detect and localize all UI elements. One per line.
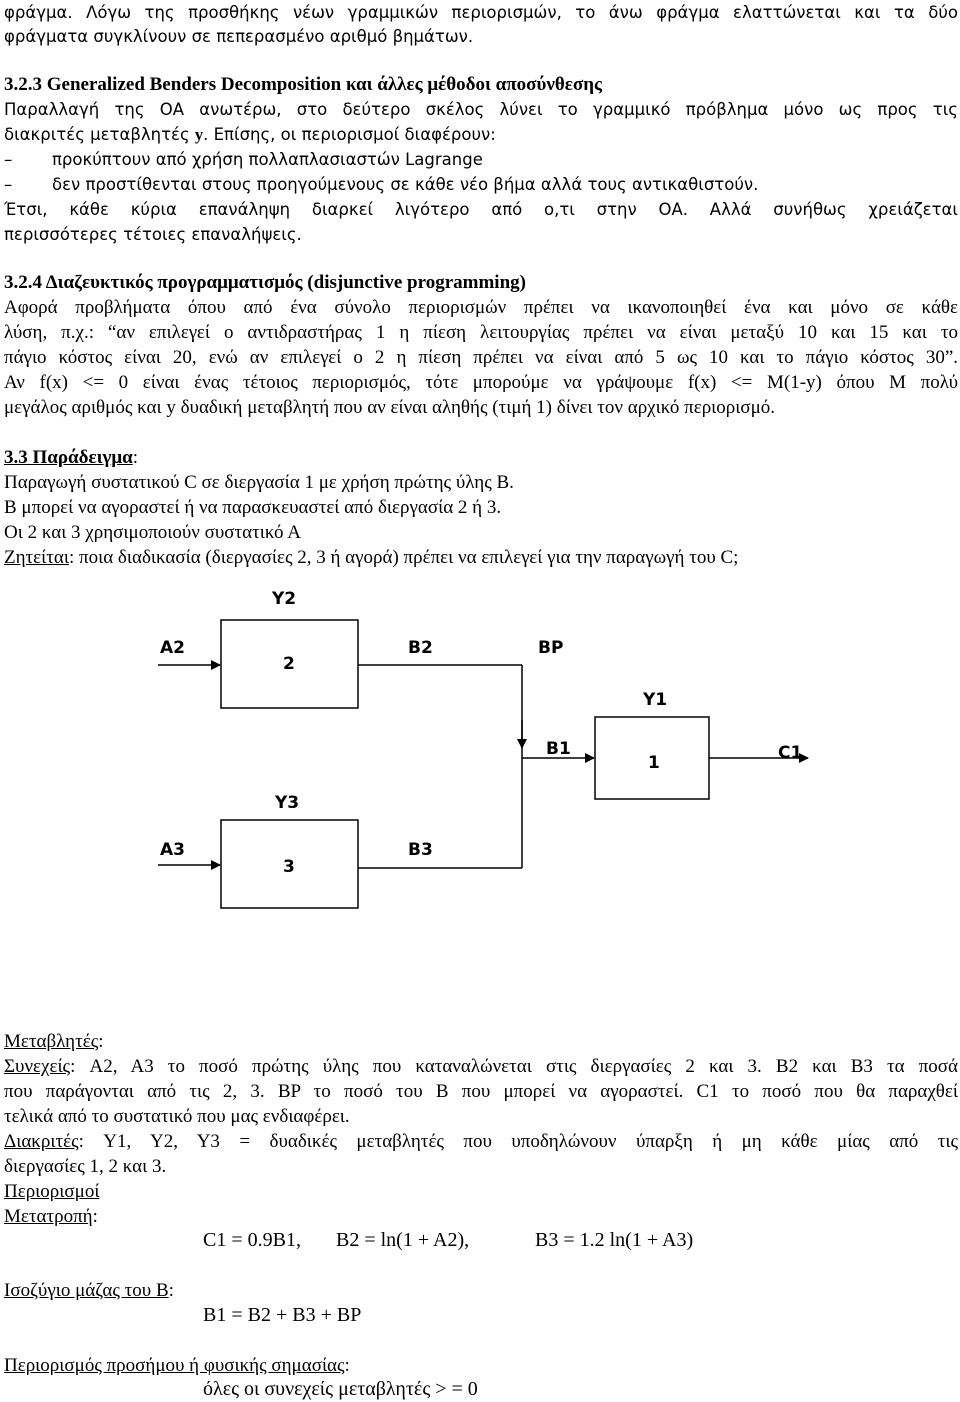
- bullet-item: [4, 172, 958, 197]
- equation-c1: C1 = 0.9B1,: [203, 1229, 301, 1251]
- paragraph-line: λύση, π.χ.: “αν επιλεγεί ο αντιδραστήρας 1 η πίεση λειτουργίας πρέπει να είναι μεταξύ 10 και 15 και το: [4, 322, 958, 343]
- label-a3: A3: [160, 840, 185, 860]
- label-c1: C1: [778, 743, 803, 763]
- paragraph-line: Παραγωγή συστατικού C σε διεργασία 1 με χρήση πρώτης ύλης B.: [4, 472, 514, 493]
- bullet-text: δεν προστίθενται στους προηγούμενους σε κάθε νέο βήμα αλλά τους αντικαθιστούν.: [52, 175, 759, 194]
- label-a2: A2: [160, 638, 185, 658]
- paragraph-line: Αφορά προβλήματα όπου από ένα σύνολο περιορισμών πρέπει να ικανοποιηθεί ένα και μόνο σε κάθε: [4, 297, 958, 318]
- text-run: . Επίσης, οι περιορισμοί διαφέρουν:: [203, 125, 496, 144]
- discrete-label: Διακριτές: [4, 1131, 79, 1152]
- equation-b3: B3 = 1.2 ln(1 + A3): [535, 1229, 694, 1251]
- label-bp: BP: [538, 638, 564, 658]
- paragraph-line: τελικά από το συστατικό που μας ενδιαφέρει.: [4, 1106, 350, 1127]
- label-box-3: 3: [283, 857, 295, 877]
- sign-label: Περιορισμός προσήμου ή φυσικής σημασίας: [4, 1355, 345, 1376]
- process-diagram: [0, 580, 960, 1020]
- label-b1: B1: [546, 739, 571, 759]
- balance-heading: [4, 1278, 958, 1303]
- paragraph-line: Οι 2 και 3 χρησιμοποιούν συστατικό Α: [4, 522, 301, 543]
- bullet-dash: –: [4, 150, 13, 169]
- paragraph-line: [4, 1054, 958, 1079]
- balance-label: Ισοζύγιο μάζας του B: [4, 1280, 169, 1301]
- text-run: διακριτές μεταβλητές: [4, 125, 190, 144]
- paragraph-line: φράγματα συγκλίνουν σε πεπερασμένο αριθμό βημάτων.: [4, 27, 474, 46]
- variables-heading: [4, 1029, 958, 1054]
- paragraph-line: [4, 122, 958, 147]
- paragraph-line: διεργασίες 1, 2 και 3.: [4, 1156, 167, 1177]
- paragraph-line: που παράγονται από τις 2, 3. BP το ποσό του B που μπορεί να αγοραστεί. C1 το ποσό που θα παραχθεί: [4, 1081, 958, 1102]
- paragraph-line: μεγάλος αριθμός και y δυαδική μεταβλητή που αν είναι αληθής (τιμή 1) δίνει τον αρχικό περιορισμό.: [4, 397, 776, 418]
- example-heading: [4, 445, 958, 470]
- section-number: 3.2.3: [4, 74, 42, 95]
- paragraph-line: [4, 1129, 958, 1154]
- label-y1: Y1: [643, 690, 668, 710]
- label-y2: Y2: [272, 589, 297, 609]
- paragraph-line: Αν f(x) <= 0 είναι ένας τέτοιος περιορισμός, τότε μπορούμε να γράψουμε f(x) <= M(1-y) όπου Μ πολύ: [4, 372, 958, 393]
- equation-b2: B2 = ln(1 + A2),: [336, 1229, 470, 1251]
- label-b2: B2: [408, 638, 433, 658]
- bullet-item: [4, 147, 958, 172]
- bullet-text: προκύπτουν από χρήση πολλαπλασιαστών Lagrange: [52, 150, 483, 169]
- text-run: :: [132, 447, 139, 468]
- label-box-2: 2: [283, 654, 295, 674]
- continuous-label: Συνεχείς: [4, 1056, 71, 1077]
- variables-label: Μεταβλητές: [4, 1031, 99, 1052]
- label-b3: B3: [408, 840, 433, 860]
- text-run: : ποια διαδικασία (διεργασίες 2, 3 ή αγορά) πρέπει να επιλεγεί για την παραγωγή του C;: [68, 547, 739, 568]
- paragraph-line: περισσότερες τέτοιες επαναλήψεις.: [4, 225, 302, 244]
- label-y3: Y3: [275, 793, 300, 813]
- conversion-label: Μετατροπή: [4, 1206, 93, 1227]
- paragraph-line: Έτσι, κάθε κύρια επανάληψη διαρκεί λιγότερο από ο,τι στην ΟΑ. Αλλά συνήθως χρειάζεται: [4, 200, 958, 219]
- text-run: :: [168, 1280, 174, 1301]
- conversion-heading: [4, 1204, 958, 1229]
- section-number: 3.2.4: [4, 272, 42, 293]
- sign-constraint: όλες οι συνεχείς μεταβλητές > = 0: [203, 1378, 478, 1400]
- constraints-heading: [4, 1179, 958, 1204]
- text-run: : Y1, Y2, Y3 = δυαδικές μεταβλητές που υποδηλώνουν ύπαρξη ή μη κάθε μίας από τις: [78, 1131, 958, 1152]
- constraints-label: Περιορισμοί: [4, 1181, 100, 1202]
- section-title: Διαζευκτικός προγραμματισμός (disjunctive programming): [45, 272, 526, 293]
- variable-y: y: [194, 125, 204, 144]
- paragraph-line: πάγιο κόστος είναι 20, ενώ αν επιλεγεί ο 2 η πίεση πρέπει να είναι από 5 ως 10 και το πάγιο κόστος 30”.: [4, 347, 958, 368]
- paragraph-line: [4, 545, 958, 570]
- section-title: Generalized Benders Decomposition και άλλες μέθοδοι αποσύνθεσης: [46, 74, 603, 95]
- text-run: :: [92, 1206, 98, 1227]
- paragraph-line: Παραλλαγή της ΟΑ ανωτέρω, στο δεύτερο σκέλος λύνει το γραμμικό πρόβλημα μόνο ως προς τις: [4, 100, 958, 119]
- section-heading-3-2-4: [4, 270, 958, 295]
- equation-b1: B1 = B2 + B3 + BP: [203, 1304, 362, 1326]
- text-run: : A2, A3 το ποσό πρώτης ύλης που καταναλώνεται στις διεργασίες 2 και 3. B2 και B3 τα ποσά: [70, 1056, 958, 1077]
- section-heading-3-2-3: [4, 72, 958, 97]
- label-box-1: 1: [648, 753, 660, 773]
- example-heading-label: 3.3 Παράδειγμα: [4, 447, 133, 468]
- text-run: :: [98, 1031, 104, 1052]
- paragraph-line: B μπορεί να αγοραστεί ή να παρασκευαστεί από διεργασία 2 ή 3.: [4, 497, 502, 518]
- text-run: :: [344, 1355, 350, 1376]
- sign-heading: [4, 1353, 958, 1378]
- paragraph-line: φράγμα. Λόγω της προσθήκης νέων γραμμικών περιορισμών, το άνω φράγμα ελαττώνεται και τα δύο: [4, 3, 958, 22]
- asked-label: Ζητείται: [4, 547, 69, 568]
- bullet-dash: –: [4, 175, 13, 194]
